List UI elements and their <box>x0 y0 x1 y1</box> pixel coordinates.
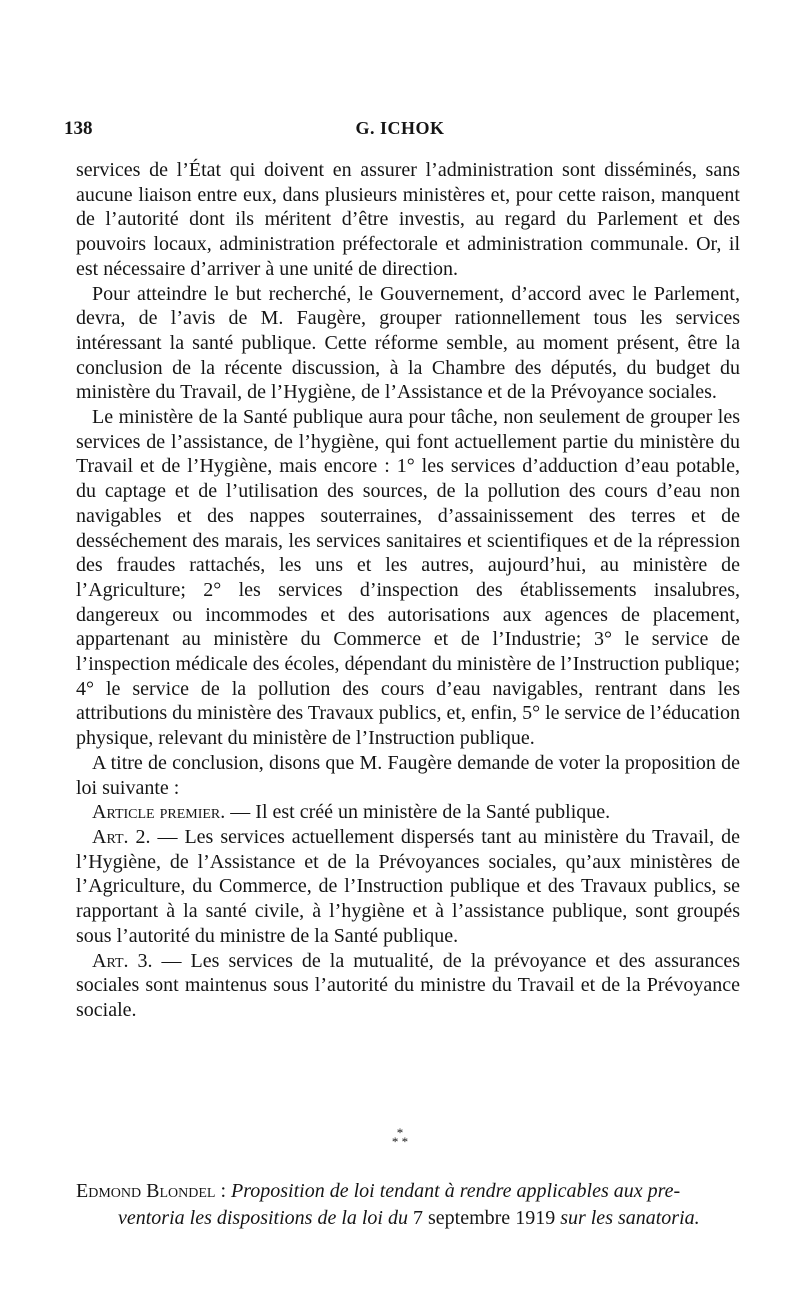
reference-title: Proposition de loi tendant à rendre applicables aux pre- <box>231 1180 681 1202</box>
paragraph: services de l’État qui doivent en assurer l’administration sont disséminés, sans aucune liaison entre eux, dans plusieurs ministères et, pour cette raison, manquent de l’autorité dont ils méritent d’être investis, au regard du Parlement et des pouvoirs locaux, administration préfectorale et administration communale. Or, il est nécessaire d’arriver à une unité de direction. <box>76 159 740 280</box>
reference-title-continued <box>76 1205 744 1232</box>
paragraph: A titre de conclusion, disons que M. Faugère demande de voter la proposition de loi suivante : <box>76 751 740 799</box>
article-paragraph <box>76 825 740 949</box>
article-label: Art. 2. <box>92 825 151 848</box>
reference-date: 7 septembre 1919 <box>413 1207 556 1229</box>
page-number: 138 <box>64 118 93 139</box>
body-text <box>76 158 740 1023</box>
article-label: Art. 3. <box>92 949 153 972</box>
reference-title-part: ventoria les dispositions de la loi du <box>118 1207 408 1229</box>
page-header <box>64 118 736 148</box>
section-separator: * * * <box>391 1125 409 1149</box>
reference-colon: : <box>215 1180 231 1202</box>
paragraph: Le ministère de la Santé publique aura pour tâche, non seulement de grouper les services de l’assistance, de l’hygiène, qui font actuellement partie du ministère du Travail et de l’Hygiène, mais encore : 1° les services d’adduction d’eau potable, du captage et de l’utilisation des sources, de la pollution des cours d’eau non navigables et des nappes souterraines, d’assainissement des terres et de desséchement des marais, les services sanitaires et scientifiques et de la répression des fraudes rattachés, les uns et les autres, aujourd’hui, au ministère de l’Agriculture; 2° les services d’inspection des établissements insalubres, dangereux ou incommodes et des autorisations aux agences de placement, appartenant au ministère du Commerce et de l’Industrie; 3° le service de l’inspection médicale des écoles, dépendant du ministère de l’Instruction publique; 4° le service de la pollution des cours d’eau navigables, rentrant dans les attributions du ministère des Travaux publics, et, enfin, 5° le service de l’éducation physique, relevant du ministère de l’Instruction publique. <box>76 406 740 750</box>
reference-title-end: sur les sanatoria. <box>560 1207 700 1229</box>
article-label: Article premier. <box>92 801 226 824</box>
article-text: — Les services de la mutualité, de la prévoyance et des assurances sociales sont maintenus sous l’autorité du ministre du Travail et de la Prévoyance sociale. <box>76 949 740 1021</box>
running-head: G. ICHOK <box>355 118 445 138</box>
article-text: — Il est créé un ministère de la Santé publique. <box>225 801 611 824</box>
bibliographic-reference <box>76 1178 744 1232</box>
article-paragraph <box>76 800 740 825</box>
article-paragraph <box>76 949 740 1023</box>
article-text: — Les services actuellement dispersés tant au ministère du Travail, de l’Hygiène, de l’Assistance et de la Prévoyances sociales, qu’aux ministères de l’Agriculture, du Commerce, de l’Instruction publique et des Travaux publics, se rapportant à la santé civile, à l’hygiène et à l’assistance publique, sont groupés sous l’autorité du ministre de la Santé publique. <box>76 825 740 947</box>
reference-author: Edmond Blondel <box>76 1180 216 1202</box>
paragraph: Pour atteindre le but recherché, le Gouvernement, d’accord avec le Parlement, devra, de l’avis de M. Faugère, grouper rationnellement tous les services intéressant la santé publique. Cette réforme semble, au moment présent, être la conclusion de la récente discussion, à la Chambre des députés, du budget du ministère du Travail, de l’Hygiène, de l’Assistance et de la Prévoyance sociales. <box>76 282 740 404</box>
